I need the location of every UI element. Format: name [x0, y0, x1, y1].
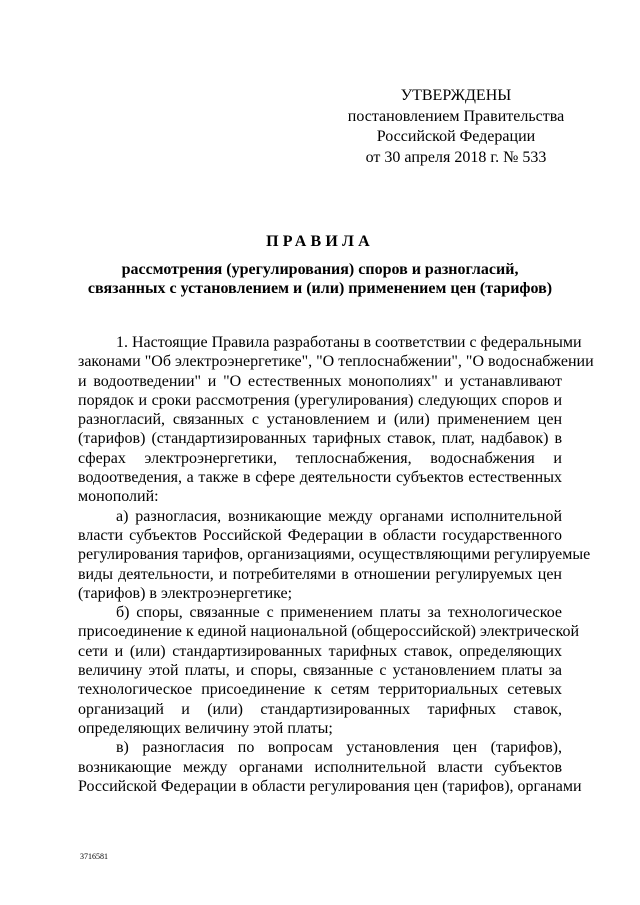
paragraph: [78, 333, 594, 507]
paragraph-line: виды деятельности, и потребителями в отношении регулируемых цен: [78, 565, 562, 583]
document-title: ПРАВИЛА: [266, 233, 374, 250]
paragraph-line: (тарифов) в электроэнергетике;: [78, 584, 293, 602]
subtitle-line: рассмотрения (урегулирования) споров и разногласий,: [121, 261, 519, 278]
subtitle-line: связанных с установлением и (или) применением цен (тарифов): [87, 280, 553, 297]
paragraph-line: порядок и сроки рассмотрения (урегулирования) следующих споров и: [78, 391, 562, 409]
document-body: [78, 333, 594, 796]
document-number: 3716581: [80, 852, 108, 861]
paragraph: [78, 738, 582, 796]
paragraph-line: определяющих величину этой платы;: [78, 719, 333, 737]
approval-line: Российской Федерации: [376, 128, 536, 145]
paragraph-line: монополий:: [78, 488, 159, 506]
paragraph-line: власти субъектов Российской Федерации в области государственного: [78, 526, 562, 544]
paragraph: [78, 507, 591, 603]
approval-line: постановлением Правительства: [347, 107, 565, 125]
paragraph-line: организаций и (или) стандартизированных тарифных ставок,: [78, 700, 562, 718]
paragraph-line: сферах электроэнергетики, теплоснабжения, водоснабжения и: [78, 449, 562, 467]
document-subtitle: [80, 260, 560, 298]
paragraph-line: (тарифов) (стандартизированных тарифных ставок, плат, надбавок) в: [78, 430, 562, 448]
paragraph-line: присоединение к единой национальной (общероссийской) электрической: [78, 623, 580, 641]
paragraph-line: сети и (или) стандартизированных тарифных ставок, определяющих: [78, 642, 562, 660]
paragraph-line: 1. Настоящие Правила разработаны в соответствии с федеральными: [116, 334, 582, 351]
paragraph-line: законами "Об электроэнергетике", "О теплоснабжении", "О водоснабжении: [78, 353, 594, 371]
paragraph-line: и водоотведении" и "О естественных монополиях" и устанавливают: [78, 372, 562, 390]
paragraph-line: возникающие между органами исполнительной власти субъектов: [78, 758, 562, 776]
paragraph-line: в) разногласия по вопросам установления цен (тарифов),: [116, 739, 562, 757]
paragraph-line: величину этой платы, и споры, связанные с установлением платы за: [78, 662, 562, 680]
paragraph-line: регулирования тарифов, организациями, осуществляющими регулируемые: [78, 546, 591, 564]
paragraph-line: б) споры, связанные с применением платы за технологическое: [116, 604, 562, 622]
paragraph-line: разногласий, связанных с установлением и (или) применением цен: [78, 411, 562, 429]
paragraph-line: Российской Федерации в области регулирования цен (тарифов), органами: [78, 777, 582, 795]
paragraph-line: водоотведения, а также в сфере деятельности субъектов естественных: [78, 469, 562, 487]
approval-heading: УТВЕРЖДЕНЫ: [400, 87, 512, 104]
paragraph-line: технологическое присоединение к сетям территориальных сетевых: [78, 681, 562, 699]
paragraph-line: а) разногласия, возникающие между органами исполнительной: [116, 507, 562, 525]
paragraph: [78, 603, 580, 738]
approval-date-number: от 30 апреля 2018 г. № 533: [365, 148, 547, 166]
approval-stamp: [330, 86, 582, 168]
